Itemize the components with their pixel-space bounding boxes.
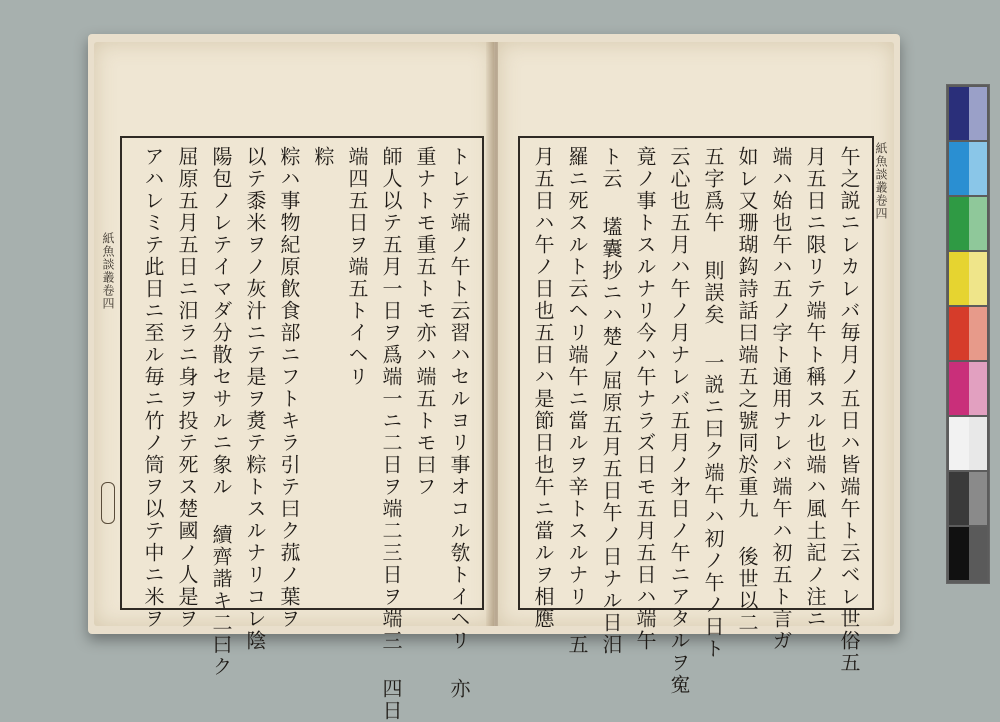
right-text-column: 云心也五月ハ午ノ月ナレバ五月ノ㐧日ノ午ニアタルヲ寃 — [667, 146, 691, 696]
left-text-column: 粽 — [311, 146, 335, 168]
left-text-column: 粽ハ事物紀原飮食部ニフトキラ引テ曰ク菰ノ葉ヲ — [277, 146, 301, 630]
right-page — [498, 42, 894, 696]
left-text-column: 陽包ノレテイマダ分散セサルニ象ル 續齊諧キ二曰ク — [209, 146, 233, 678]
color-swatch-tint — [969, 527, 987, 580]
right-text-column: 端ハ始也午ハ五ノ字ト通用ナレバ端午ハ初五ト言ガ — [769, 146, 793, 652]
right-text-column: ト云 壒囊抄ニハ楚ノ屈原五月五日午ノ日ナル日汨 — [599, 146, 623, 656]
left-text-column: 以テ黍米ヲノ灰汁ニテ是ヲ煑テ粽トスルナリコレ陰 — [243, 146, 267, 652]
right-text-frame — [518, 136, 874, 696]
color-swatch-tint — [969, 417, 987, 470]
color-swatch-tint — [969, 142, 987, 195]
right-text-column: 月五日ハ午ノ日也五日ハ是節日也午ニ當ルヲ相應 — [531, 146, 555, 630]
right-columns — [526, 146, 866, 696]
color-swatch-tint — [969, 87, 987, 140]
color-calibration-scale — [946, 84, 990, 584]
color-swatch-tint — [969, 307, 987, 360]
left-text-frame — [120, 136, 484, 722]
right-text-column: 午之説ニレカレバ毎月ノ五日ハ皆端午ト云ベレ世俗五 — [837, 146, 861, 674]
left-columns — [128, 146, 476, 722]
left-text-column: 師人以テ五月一日ヲ爲端一ニ二日ヲ端二三日ヲ端三 四日 — [379, 146, 403, 722]
left-text-column: 重ナトモ重五トモ亦ハ端五トモ曰フ — [413, 146, 437, 498]
right-text-column: 月五日ニ限リテ端午ト稱スル也端ハ風土記ノ注ニ — [803, 146, 827, 630]
right-text-column: 竟ノ事トスルナリ今ハ午ナラズ日モ五月五日ハ端午 — [633, 146, 657, 652]
right-margin-title: 紙魚談叢卷四 — [874, 142, 888, 220]
right-text-column: 五字爲午 則誤矣 一説ニ曰ク端午ハ初ノ午ノ日ト — [701, 146, 725, 660]
left-text-column: 屈原五月五日ニ汨ラニ身ヲ投テ死ス楚國ノ人是ヲ — [175, 146, 199, 630]
left-page — [94, 42, 494, 722]
fold-mark — [101, 482, 115, 524]
left-text-column: アハレミテ此日ニ至ル毎ニ竹ノ筒ヲ以テ中ニ米ヲ — [141, 146, 165, 630]
right-text-column: 羅ニ死スルト云ヘリ端午ニ當ルヲ辛トスルナリ 五 — [565, 146, 589, 656]
color-swatch-tint — [969, 472, 987, 525]
color-swatch-tint — [969, 362, 987, 415]
left-text-column: トレテ端ノ午ト云習ハセルヨリ事オコル㰭トイヘリ 亦 — [447, 146, 471, 700]
color-swatch-tint — [969, 252, 987, 305]
right-text-column: 如レ又珊瑚鈎詩話曰端五之號同於重九 後世以二 — [735, 146, 759, 634]
color-swatch-tint — [969, 197, 987, 250]
left-margin-title: 紙魚談叢卷四 — [101, 232, 115, 310]
open-book — [88, 34, 900, 722]
left-text-column: 端四五日ヲ端五トイヘリ — [345, 146, 369, 388]
